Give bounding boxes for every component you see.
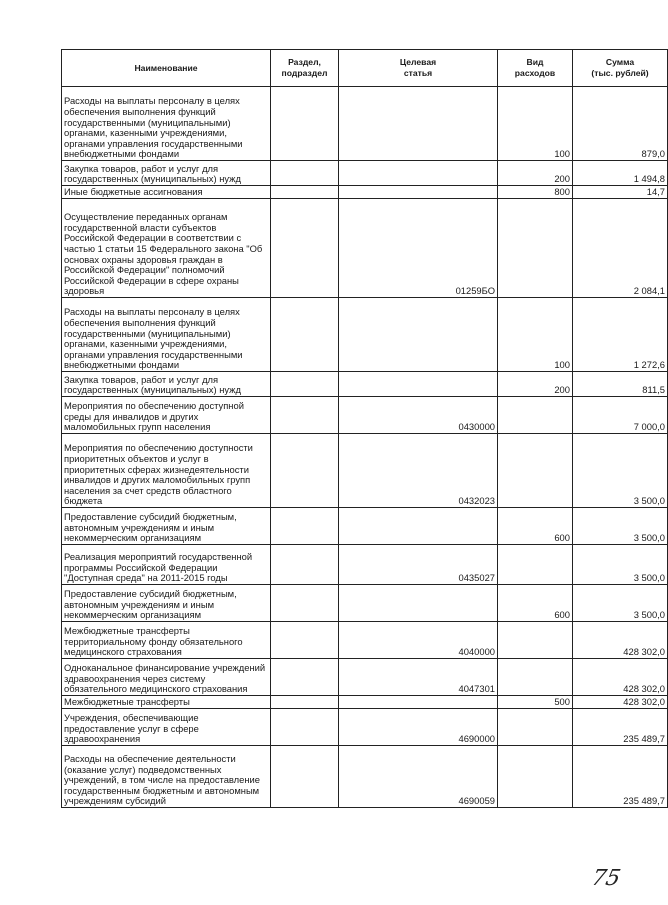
- cell-name: Расходы на выплаты персоналу в целях обеспечения выполнения функций государственными (муниципальными) органами, казенными учреждениями, органами управления государственными внебюджетными фондами: [62, 298, 271, 372]
- cell-sum: 2 084,1: [573, 199, 668, 298]
- cell-name: Одноканальное финансирование учреждений здравоохранения через систему обязательного медицинского страхования: [62, 659, 271, 696]
- cell-name: Межбюджетные трансферты: [62, 696, 271, 709]
- table-row: [62, 709, 668, 746]
- table-row: [62, 397, 668, 434]
- cell-sum: 3 500,0: [573, 434, 668, 508]
- cell-type: [498, 545, 573, 585]
- cell-section: [271, 186, 339, 199]
- cell-type: 600: [498, 585, 573, 622]
- budget-table: [61, 49, 668, 808]
- cell-section: [271, 622, 339, 659]
- cell-section: [271, 585, 339, 622]
- cell-target: [339, 298, 498, 372]
- table-row: [62, 298, 668, 372]
- cell-section: [271, 298, 339, 372]
- cell-type: 600: [498, 508, 573, 545]
- cell-section: [271, 372, 339, 397]
- header-type: Вид расходов: [498, 50, 573, 87]
- cell-target: [339, 372, 498, 397]
- cell-target: [339, 585, 498, 622]
- cell-target: 0435027: [339, 545, 498, 585]
- cell-type: [498, 709, 573, 746]
- cell-name: Расходы на выплаты персоналу в целях обеспечения выполнения функций государственными (муниципальными) органами, казенными учреждениями, органами управления государственными внебюджетными фондами: [62, 87, 271, 161]
- cell-type: 100: [498, 87, 573, 161]
- page-number: 75: [589, 866, 623, 891]
- cell-type: 800: [498, 186, 573, 199]
- table-row: [62, 186, 668, 199]
- cell-name: Закупка товаров, работ и услуг для государственных (муниципальных) нужд: [62, 372, 271, 397]
- table-body: [62, 87, 668, 808]
- cell-sum: 3 500,0: [573, 585, 668, 622]
- header-section: Раздел, подраздел: [271, 50, 339, 87]
- table-row: [62, 545, 668, 585]
- cell-section: [271, 397, 339, 434]
- cell-target: [339, 508, 498, 545]
- cell-sum: 428 302,0: [573, 696, 668, 709]
- cell-type: [498, 622, 573, 659]
- cell-sum: 3 500,0: [573, 545, 668, 585]
- cell-target: 4040000: [339, 622, 498, 659]
- cell-sum: 879,0: [573, 87, 668, 161]
- cell-section: [271, 161, 339, 186]
- cell-sum: 1 272,6: [573, 298, 668, 372]
- cell-name: Предоставление субсидий бюджетным, автономным учреждениям и иным некоммерческим организациям: [62, 585, 271, 622]
- table-row: [62, 372, 668, 397]
- table-row: [62, 161, 668, 186]
- header-sum: Сумма (тыс. рублей): [573, 50, 668, 87]
- cell-section: [271, 545, 339, 585]
- cell-section: [271, 508, 339, 545]
- cell-target: [339, 186, 498, 199]
- cell-target: [339, 161, 498, 186]
- cell-sum: 428 302,0: [573, 659, 668, 696]
- cell-section: [271, 87, 339, 161]
- cell-sum: 1 494,8: [573, 161, 668, 186]
- cell-section: [271, 199, 339, 298]
- cell-section: [271, 709, 339, 746]
- cell-target: 0430000: [339, 397, 498, 434]
- cell-type: [498, 434, 573, 508]
- table-header-row: [62, 50, 668, 87]
- cell-name: Учреждения, обеспечивающие предоставление услуг в сфере здравоохранения: [62, 709, 271, 746]
- cell-name: Иные бюджетные ассигнования: [62, 186, 271, 199]
- cell-type: 100: [498, 298, 573, 372]
- table-row: [62, 585, 668, 622]
- cell-section: [271, 659, 339, 696]
- cell-section: [271, 434, 339, 508]
- cell-name: Расходы на обеспечение деятельности (оказание услуг) подведомственных учреждений, в том числе на предоставление государственным бюджетным и автономным учреждениям субсидий: [62, 746, 271, 808]
- cell-type: 500: [498, 696, 573, 709]
- cell-sum: 7 000,0: [573, 397, 668, 434]
- cell-target: [339, 696, 498, 709]
- table-row: [62, 746, 668, 808]
- cell-sum: 811,5: [573, 372, 668, 397]
- cell-section: [271, 746, 339, 808]
- table-row: [62, 434, 668, 508]
- cell-sum: 3 500,0: [573, 508, 668, 545]
- cell-name: Предоставление субсидий бюджетным, автономным учреждениям и иным некоммерческим организациям: [62, 508, 271, 545]
- cell-target: 4690000: [339, 709, 498, 746]
- table-row: [62, 659, 668, 696]
- cell-section: [271, 696, 339, 709]
- cell-type: [498, 199, 573, 298]
- table-row: [62, 87, 668, 161]
- cell-name: Межбюджетные трансферты территориальному фонду обязательного медицинского страхования: [62, 622, 271, 659]
- table-row: [62, 199, 668, 298]
- table-row: [62, 622, 668, 659]
- cell-target: 01259БО: [339, 199, 498, 298]
- cell-target: 4690059: [339, 746, 498, 808]
- cell-target: 4047301: [339, 659, 498, 696]
- cell-type: [498, 659, 573, 696]
- cell-type: 200: [498, 161, 573, 186]
- cell-type: [498, 746, 573, 808]
- table-row: [62, 696, 668, 709]
- cell-name: Реализация мероприятий государственной программы Российской Федерации "Доступная среда" на 2011-2015 годы: [62, 545, 271, 585]
- cell-sum: 14,7: [573, 186, 668, 199]
- table-row: [62, 508, 668, 545]
- cell-target: [339, 87, 498, 161]
- cell-name: Закупка товаров, работ и услуг для государственных (муниципальных) нужд: [62, 161, 271, 186]
- header-name: Наименование: [62, 50, 271, 87]
- header-target: Целевая статья: [339, 50, 498, 87]
- cell-name: Мероприятия по обеспечению доступной среды для инвалидов и других маломобильных групп населения: [62, 397, 271, 434]
- cell-target: 0432023: [339, 434, 498, 508]
- cell-sum: 235 489,7: [573, 709, 668, 746]
- cell-sum: 428 302,0: [573, 622, 668, 659]
- cell-type: [498, 397, 573, 434]
- cell-sum: 235 489,7: [573, 746, 668, 808]
- cell-name: Осуществление переданных органам государственной власти субъектов Российской Федерации в соответствии с частью 1 статьи 15 Федерального закона "Об основах охраны здоровья граждан в Российской Федерации" полномочий Российской Федерации в сфере охраны здоровья: [62, 199, 271, 298]
- cell-type: 200: [498, 372, 573, 397]
- cell-name: Мероприятия по обеспечению доступности приоритетных объектов и услуг в приоритетных сферах жизнедеятельности инвалидов и других маломобильных групп населения за счет средств областного бюджета: [62, 434, 271, 508]
